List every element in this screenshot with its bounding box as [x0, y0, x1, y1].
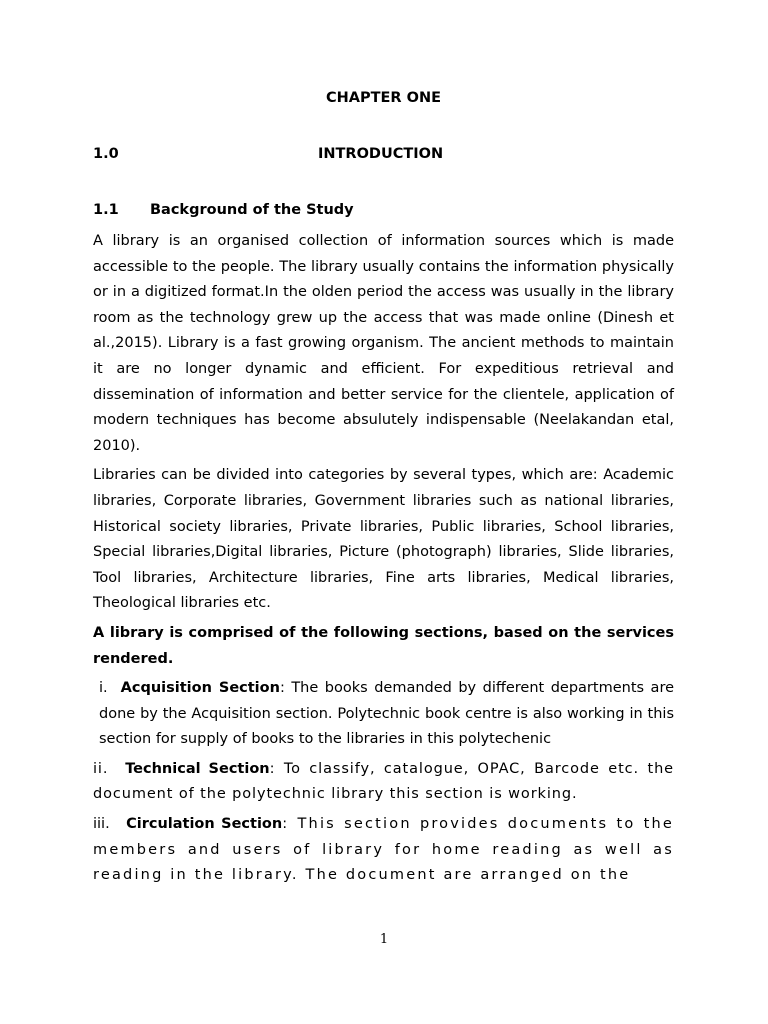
page-number: 1 [379, 932, 389, 947]
list-text: : This section provides documents to the members and users of library for home reading as well as reading in the library. The document are arranged on the [93, 816, 674, 884]
list-term: Technical Section [125, 760, 270, 777]
paragraph-sections-intro: A library is comprised of the following sections, based on the services rendered. [93, 624, 674, 667]
section-number: 1.1 [93, 202, 119, 218]
chapter-title: CHAPTER ONE [325, 90, 441, 106]
list-item-technical [93, 757, 674, 808]
list-text: : The books demanded by different departments are done by the Acquisition section. Polytechnic book centre is also working in this section for supply of books to the libraries in this polytechenic [99, 680, 675, 748]
section-heading-1-1 [93, 202, 674, 218]
paragraph-library-types: Libraries can be divided into categories by several types, which are: Academic libraries, Corporate libraries, Government libraries such as national libraries, Historical society libraries, Private libraries, Public libraries, School libraries, Special libraries,Digital libraries, Picture (photograph) libraries, Slide libraries, Tool libraries, Architecture libraries, Fine arts libraries, Medical libraries, Theological libraries etc. [93, 467, 674, 612]
body-text [93, 229, 674, 893]
list-item-circulation [93, 812, 674, 889]
section-title: INTRODUCTION [318, 146, 444, 162]
list-term: Circulation Section [126, 816, 283, 833]
list-term: Acquisition Section [120, 680, 280, 697]
list-text: : To classify, catalogue, OPAC, Barcode etc. the document of the polytechnic library this section is working. [93, 760, 674, 803]
list-marker: ii. [93, 760, 109, 777]
section-title: Background of the Study [150, 202, 354, 218]
list-marker: i. [99, 680, 108, 697]
paragraph-library-definition: A library is an organised collection of information sources which is made accessible to the people. The library usually contains the information physically or in a digitized format.In the olden period the access was usually in the library room as the technology grew up the access that was made online (Dinesh et al.,2015). Library is a fast growing organism. The ancient methods to maintain it are no longer dynamic and efficient. For expeditious retrieval and dissemination of information and better service for the clientele, application of modern techniques has become absulutely indispensable (Neelakandan etal, 2010). [93, 233, 674, 454]
section-heading-1-0 [93, 146, 674, 166]
list-item-acquisition [93, 676, 674, 753]
list-marker: iii. [93, 816, 110, 833]
section-number: 1.0 [93, 146, 119, 162]
